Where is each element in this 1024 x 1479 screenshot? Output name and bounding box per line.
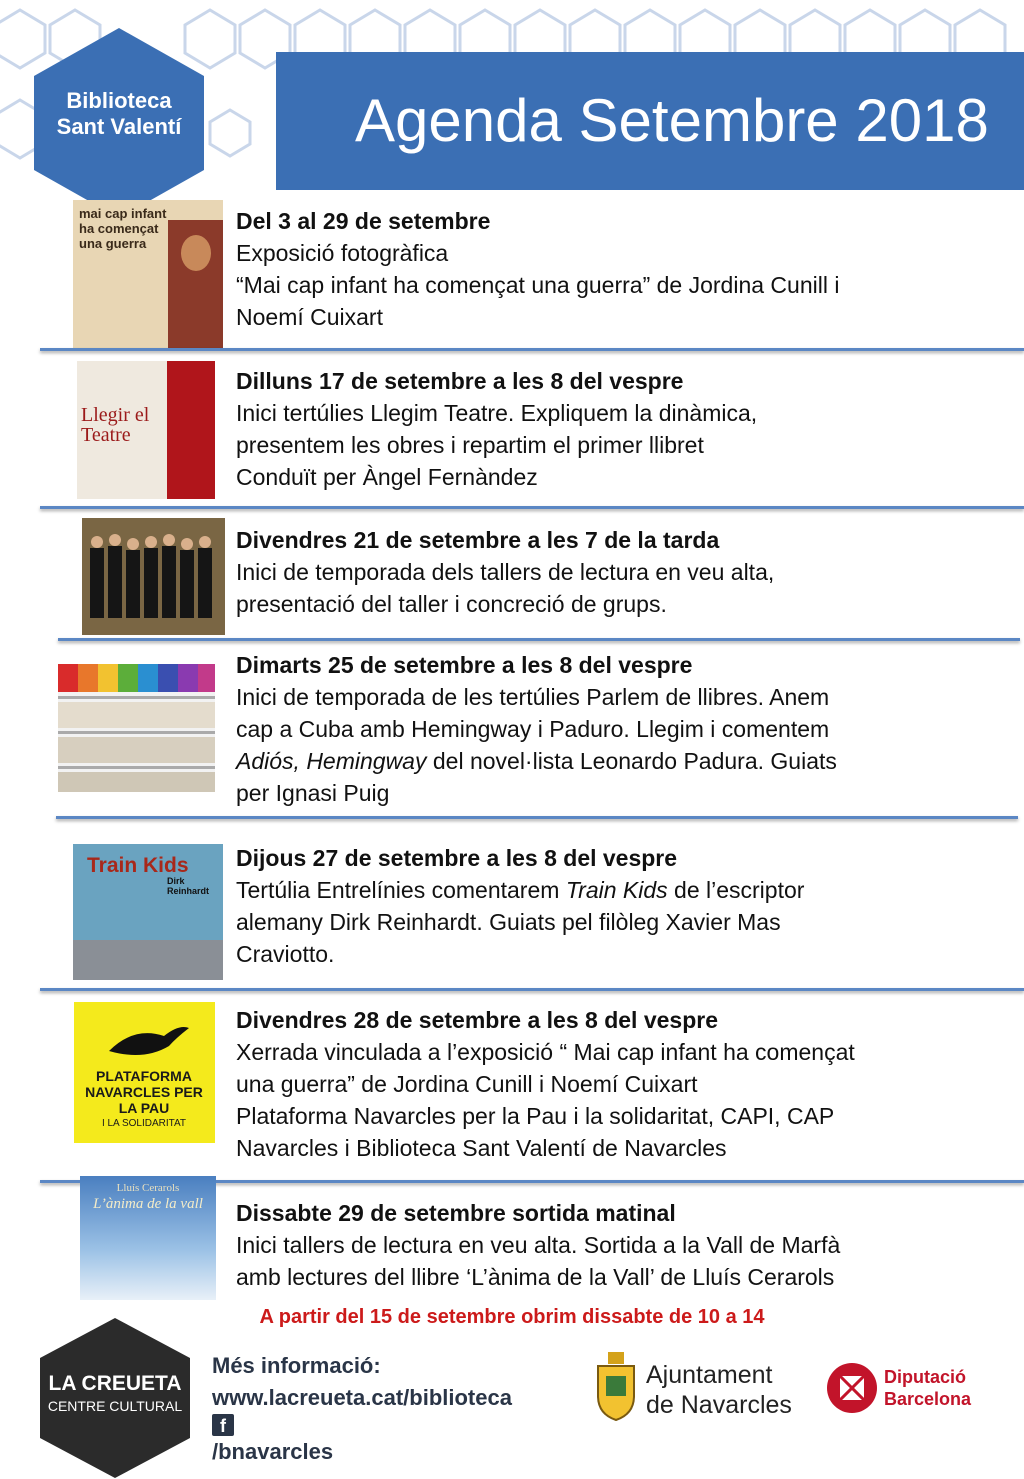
event-line: Conduït per Àngel Fernàndez	[236, 464, 538, 490]
event-thumbnail-bookshelf	[58, 664, 215, 792]
event-line: presentem les obres i repartim el primer llibret	[236, 432, 704, 458]
event-heading: Dilluns 17 de setembre a les 8 del vespre	[236, 368, 684, 394]
event-line: “Mai cap infant ha començat una guerra” de Jordina Cunill i	[236, 272, 840, 298]
opening-hours-notice: A partir del 15 de setembre obrim dissabte de 10 a 14	[259, 1306, 765, 1328]
separator	[56, 816, 1018, 819]
event-heading: Dissabte 29 de setembre sortida matinal	[236, 1200, 676, 1226]
event-line: una guerra” de Jordina Cunill i Noemí Cuixart	[236, 1071, 698, 1097]
event-heading: Divendres 28 de setembre a les 8 del vespre	[236, 1007, 718, 1033]
facebook-link[interactable]: /bnavarcles	[212, 1439, 334, 1464]
logo-line-1: Biblioteca	[66, 88, 172, 113]
event-line: Inici de temporada dels tallers de lectura en veu alta,	[236, 559, 775, 585]
event-heading: Del 3 al 29 de setembre	[236, 208, 491, 234]
dove-icon	[104, 1016, 194, 1066]
event-line: per Ignasi Puig	[236, 780, 390, 806]
thumb-curtain	[167, 361, 215, 499]
la-creueta-subtitle: CENTRE CULTURAL	[47, 1398, 183, 1414]
event-heading: Dijous 27 de setembre a les 8 del vespre	[236, 845, 678, 871]
event-line: Xerrada vinculada a l’exposició “ Mai cap infant ha començat	[236, 1039, 855, 1065]
thumb-author: Lluís Cerarols	[116, 1182, 180, 1194]
separator	[40, 988, 1024, 991]
thumb-caption: L’ànima de la vall	[93, 1196, 203, 1212]
event-thumbnail-group-photo	[82, 518, 225, 635]
event-line: Inici tallers de lectura en veu alta. Sortida a la Vall de Marfà	[236, 1232, 841, 1258]
event-line: amb lectures del llibre ‘L’ànima de la Vall’ de Lluís Cerarols	[236, 1264, 835, 1290]
event-3	[236, 524, 996, 620]
thumb-face	[181, 235, 211, 271]
page-title: Agenda Setembre 2018	[355, 87, 989, 154]
thumb-caption: mai cap infant ha començat una guerra	[79, 206, 167, 251]
ajuntament-navarcles-logo	[646, 1360, 792, 1420]
event-line: Exposició fotogràfica	[236, 240, 449, 266]
event-line: Craviotto.	[236, 941, 335, 967]
la-creueta-logo-text	[40, 1372, 190, 1414]
diputacio-barcelona-logo	[884, 1366, 971, 1410]
event-line: Inici tertúlies Llegim Teatre. Expliquem la dinàmica,	[236, 400, 758, 426]
event-1	[236, 205, 996, 333]
event-line: Noemí Cuixart	[236, 304, 383, 330]
event-6	[236, 1004, 996, 1164]
event-thumbnail-theatre	[77, 361, 215, 499]
logo-line-2: Sant Valentí	[56, 114, 182, 139]
thumb-train	[73, 940, 223, 980]
event-thumbnail-anima-vall	[80, 1176, 216, 1300]
la-creueta-title: LA CREUETA	[48, 1372, 182, 1395]
ajuntament-line-2: de Navarcles	[646, 1391, 792, 1419]
event-line: Inici de temporada de les tertúlies Parlem de llibres. Anem	[236, 684, 830, 710]
separator	[58, 638, 1020, 641]
ajuntament-line-1: Ajuntament	[646, 1361, 773, 1389]
separator	[40, 506, 1024, 509]
event-thumbnail-peace-platform	[74, 1002, 215, 1143]
facebook-row	[212, 1414, 512, 1468]
facebook-icon: f	[212, 1414, 234, 1436]
diputacio-line-1: Diputació	[884, 1367, 967, 1387]
event-heading: Divendres 21 de setembre a les 7 de la tarda	[236, 527, 720, 553]
more-info-label: Més informació:	[212, 1353, 381, 1378]
thumb-subcaption: I LA SOLIDARITAT	[101, 1118, 187, 1129]
event-heading: Dimarts 25 de setembre a les 8 del vespre	[236, 652, 693, 678]
navarcles-shield-icon	[594, 1352, 638, 1422]
event-line: cap a Cuba amb Hemingway i Paduro. Llegim i comentem	[236, 716, 830, 742]
library-logo-text	[34, 88, 204, 140]
thumb-author: Dirk Reinhardt	[167, 876, 210, 896]
book-title-italic: Adiós, Hemingway	[236, 748, 427, 774]
thumb-caption: PLATAFORMA NAVARCLES PER LA PAU	[85, 1068, 203, 1116]
bookshelf-illustration	[58, 664, 215, 792]
separator	[40, 348, 1024, 351]
event-line: Plataforma Navarcles per la Pau i la solidaritat, CAPI, CAP	[236, 1103, 835, 1129]
event-line-with-title	[236, 874, 996, 906]
diputacio-barcelona-icon	[826, 1362, 878, 1414]
event-line-start: Tertúlia Entrelínies comentarem	[236, 877, 566, 903]
event-line: Navarcles i Biblioteca Sant Valentí de Navarcles	[236, 1135, 727, 1161]
event-line-with-title	[236, 745, 996, 777]
event-line: presentació del taller i concreció de grups.	[236, 591, 667, 617]
book-title-italic: Train Kids	[565, 877, 668, 903]
more-info-block	[212, 1350, 512, 1468]
event-4	[236, 649, 996, 809]
event-5	[236, 842, 996, 970]
event-line: alemany Dirk Reinhardt. Guiats pel filòleg Xavier Mas	[236, 909, 781, 935]
event-2	[236, 365, 996, 493]
group-photo-figures	[82, 518, 225, 635]
thumb-caption: Llegir el Teatre	[81, 404, 150, 446]
event-line-rest: del novel·lista Leonardo Padura. Guiats	[426, 748, 837, 774]
event-7	[236, 1197, 996, 1293]
website-link[interactable]: www.lacreueta.cat/biblioteca	[212, 1385, 512, 1410]
event-thumbnail-exhibition	[73, 200, 223, 350]
thumb-caption: Train Kids	[87, 854, 189, 877]
event-thumbnail-train-kids	[73, 844, 223, 980]
event-line-rest: de l’escriptor	[667, 877, 805, 903]
diputacio-line-2: Barcelona	[884, 1389, 972, 1409]
